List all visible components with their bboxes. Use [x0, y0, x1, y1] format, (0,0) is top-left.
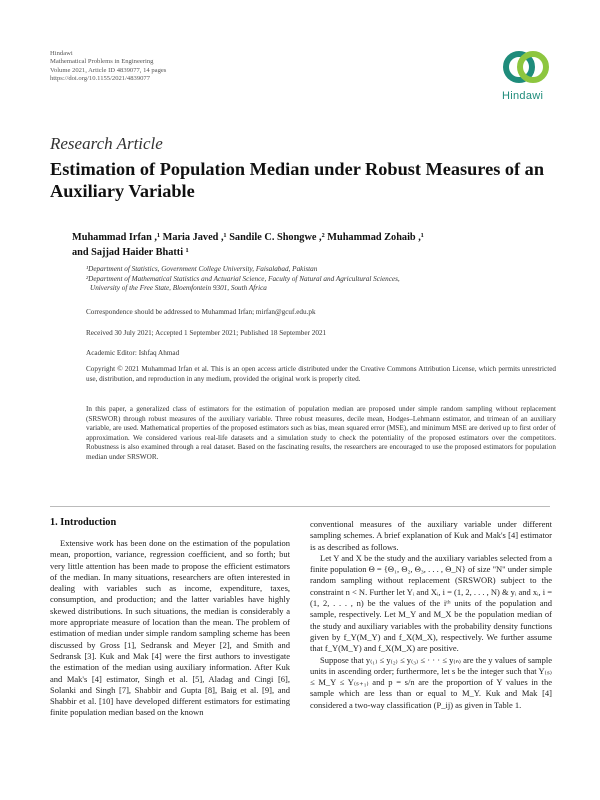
correspondence: Correspondence should be addressed to Muhammad Irfan; mirfan@gcuf.edu.pk: [86, 308, 316, 316]
abstract: In this paper, a generalized class of estimators for the estimation of population median are proposed under simple random sampling without replacement (SRSWOR) through robust measures of the auxiliary variable. Three robust measures, decile mean, Hodges–Lehmann estimator, and trimean of an auxiliary variable, are used. Mathematical properties of the proposed estimators such as bias, mean squared error (MSE), and minimum MSE are derived up to first order of approximation. We considered various real-life datasets and a simulation study to check the potentiality of the proposed estimators over the competitors. Robustness is also examined through a real dataset. Based on the fascinating results, the researchers are encouraged to use the proposed estimators for population median under SRSWOR.: [86, 405, 556, 461]
section-heading: 1. Introduction: [50, 517, 117, 528]
author-list: [72, 231, 552, 260]
affiliation-2-cont: University of the Free State, Bloemfontein 9301, South Africa: [90, 284, 267, 293]
publisher-name: Hindawi: [50, 50, 73, 57]
copyright-notice: Copyright © 2021 Muhammad Irfan et al. This is an open access article distributed under the Creative Commons Attribution License, which permits unrestricted use, distribution, and reproduction in any medium, provided the original work is properly cited.: [86, 365, 556, 383]
right-column: [310, 519, 552, 711]
right-paragraph-2: Let Y and X be the study and the auxiliary variables selected from a finite population Θ = {Θ₁, Θ₂, Θ₃, . . . , Θ_N} of size "N" under simple random sampling without replacement (SRSWOR) subject to the constraint n < N. Further let Yᵢ and Xᵢ, i = (1, 2, . . . , N) & yᵢ and xᵢ, i = (1, 2, . . . , n) be the values of the iᵗʰ units of the population and sample, respectively. Let M_Y and M_X be the population median of the study and auxiliary variables with the probability density functions given by f_Y(M_Y) and f_X(M_X), respectively. We further assume that f_Y(M_Y) and f_X(M_X) are positive.: [310, 552, 553, 654]
publication-dates: Received 30 July 2021; Accepted 1 September 2021; Published 18 September 2021: [86, 329, 327, 337]
authors-line-2[interactable]: and Sajjad Haider Bhatti ¹: [72, 246, 189, 258]
paper-title: Estimation of Population Median under Robust Measures of an Auxiliary Variable: [50, 159, 544, 201]
authors-line-1[interactable]: Muhammad Irfan ,¹ Maria Javed ,¹ Sandile C. Shongwe ,² Muhammad Zohaib ,¹: [72, 232, 424, 243]
hindawi-logo-icon: [499, 45, 555, 89]
academic-editor: Academic Editor: Ishfaq Ahmad: [86, 349, 180, 357]
doi-link[interactable]: https://doi.org/10.1155/2021/4839077: [50, 74, 151, 82]
logo-wordmark: Hindawi: [502, 90, 544, 102]
journal-header: [50, 50, 166, 83]
intro-paragraph: Extensive work has been done on the estimation of the population mean, proportion, variance, regression coefficient, and so forth; but very little attention has been made to propose the efficient estimators of the median. In many situations, researchers are often interested in dealing with variables such as income, expenditure, taxes, consumption, and production; and the latter variables have highly skewed distributions. In such situations, the median is considerably a more appropriate measure of location than the mean. The problem of estimation of median under simple random sampling scheme has been discussed by Gross [1], Sedransk and Meyer [2], and Smith and Sedransk [3]. Kuk and Mak [4] were the first authors to investigate the estimation of the median using auxiliary information. After Kuk and Mak's [4] estimator, Singh et al. [5], Aladag and Cingi [6], Solanki and Singh [7], Shabbir and Gupta [8], Baig et al. [9], and Shabbir et al. [10] have developed different estimators for estimating finite population median based on the known: [50, 538, 290, 718]
affiliation-1: ¹Department of Statistics, Government College University, Faisalabad, Pakistan: [86, 265, 318, 273]
article-type: Research Article: [50, 134, 163, 153]
right-paragraph-1: conventional measures of the auxiliary variable under different sampling schemes. A brief explanation of Kuk and Mak's [4] estimator is as described as follows.: [310, 519, 552, 552]
left-column: [50, 538, 290, 719]
right-paragraph-3: Suppose that y₍₁₎ ≤ y₍₂₎ ≤ y₍₃₎ ≤ · · · ≤ y₍ₙ₎ are the y values of sample units in ascending order; furthermore, let s be the integer such that Y₍ₛ₎ ≤ M_Y ≤ Y₍ₛ₊₁₎ and p = s/n are the proportion of Y values in the sample which are less than or equal to M_Y. Kuk and Mak [4] considered a two-way classification (P_ij) as given in Table 1.: [310, 654, 552, 710]
section-divider: [50, 506, 550, 507]
volume-info: Volume 2021, Article ID 4839077, 14 pages: [50, 66, 167, 74]
hindawi-logo[interactable]: [499, 45, 555, 107]
affiliations: [86, 265, 556, 294]
affiliation-2: ²Department of Mathematical Statistics and Actuarial Science, Faculty of Natural and Agricultural Sciences,: [86, 274, 400, 283]
journal-name: Mathematical Problems in Engineering: [50, 58, 154, 66]
